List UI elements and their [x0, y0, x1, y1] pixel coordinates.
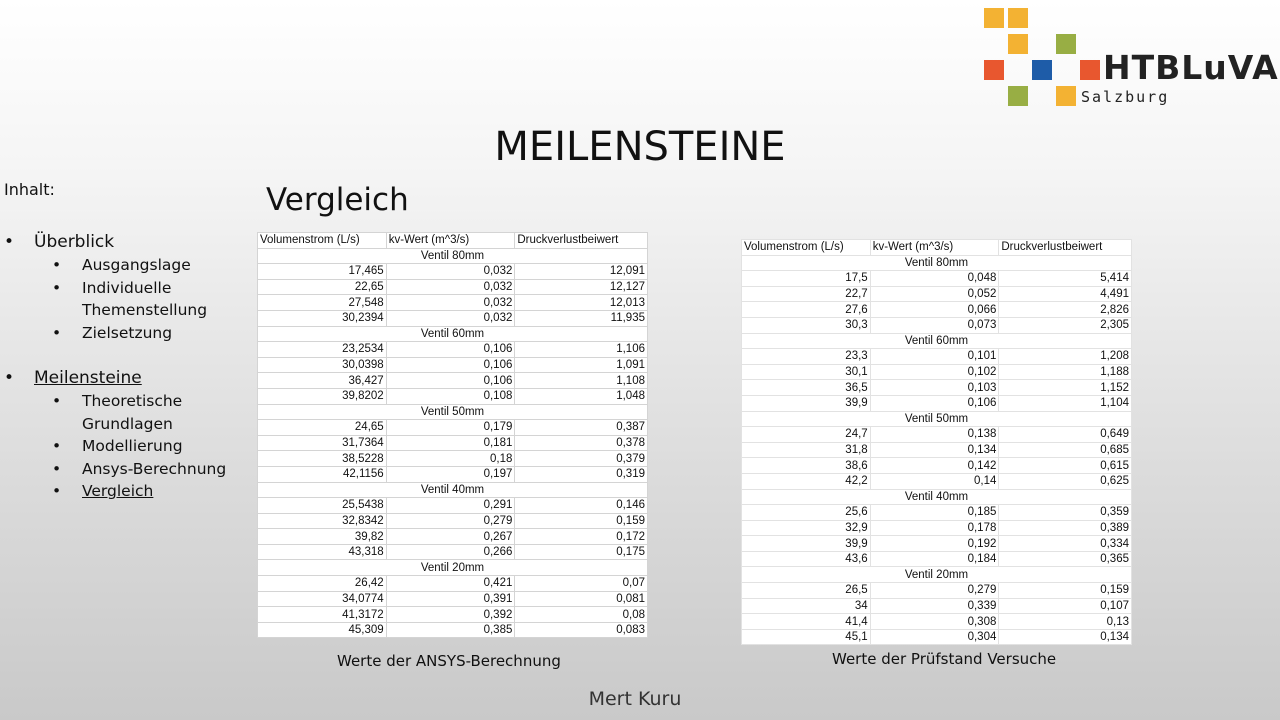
table-cell: 0,134	[999, 629, 1132, 645]
table-cell: 0,106	[386, 373, 515, 389]
table-row	[258, 342, 648, 358]
slide-title: MEILENSTEINE	[494, 124, 786, 170]
table-cell: 0,197	[386, 466, 515, 482]
table-cell: 0,178	[870, 520, 999, 536]
table-cell: 0,138	[870, 427, 999, 443]
logo-square	[984, 60, 1004, 80]
table-cell: 0,103	[870, 380, 999, 396]
table-cell: 0,365	[999, 551, 1132, 567]
table-cell: 0,146	[515, 498, 648, 514]
table-cell: 32,9	[742, 520, 871, 536]
test-bench-table-caption: Werte der Prüfstand Versuche	[832, 650, 1057, 668]
table-cell: 0,175	[515, 544, 648, 560]
table-cell: 31,7364	[258, 435, 387, 451]
table-cell: 0,391	[386, 591, 515, 607]
column-header: kv-Wert (m^3/s)	[386, 233, 515, 249]
table-row	[742, 395, 1132, 411]
toc-section-label: Überblick	[34, 232, 115, 252]
column-header: kv-Wert (m^3/s)	[870, 240, 999, 256]
group-label: Ventil 50mm	[258, 404, 648, 420]
table-cell: 5,414	[999, 271, 1132, 287]
logo-square	[1080, 60, 1100, 80]
group-label: Ventil 80mm	[258, 248, 648, 264]
group-row	[742, 489, 1132, 505]
table-row	[258, 373, 648, 389]
table-cell: 24,65	[258, 420, 387, 436]
group-row	[258, 248, 648, 264]
table-cell: 0,032	[386, 295, 515, 311]
toc-item[interactable]	[4, 277, 232, 322]
table-row	[742, 380, 1132, 396]
table-cell: 0,181	[386, 435, 515, 451]
table-cell: 0,066	[870, 302, 999, 318]
group-label: Ventil 20mm	[258, 560, 648, 576]
toc-heading: Inhalt:	[4, 180, 55, 199]
table-cell: 0,279	[386, 513, 515, 529]
table-cell: 0,389	[999, 520, 1132, 536]
table-cell: 0,267	[386, 529, 515, 545]
table-cell: 43,318	[258, 544, 387, 560]
table-cell: 0,052	[870, 286, 999, 302]
toc-item-label: Ausgangslage	[82, 256, 191, 274]
table-cell: 2,305	[999, 317, 1132, 333]
table-header-row	[258, 233, 648, 249]
table-cell: 39,8202	[258, 388, 387, 404]
logo-square	[1056, 86, 1076, 106]
table-cell: 0,106	[386, 342, 515, 358]
table-row	[742, 458, 1132, 474]
table-row	[258, 607, 648, 623]
logo-name: HTBLuVA	[1103, 48, 1279, 87]
table-cell: 30,0398	[258, 357, 387, 373]
table-row	[742, 520, 1132, 536]
table-cell: 1,091	[515, 357, 648, 373]
toc-item-label: Modellierung	[82, 437, 183, 455]
logo-square	[1008, 86, 1028, 106]
group-label: Ventil 60mm	[258, 326, 648, 342]
table-cell: 0,339	[870, 598, 999, 614]
table-cell: 1,152	[999, 380, 1132, 396]
table-cell: 0,08	[515, 607, 648, 623]
table-cell: 41,4	[742, 614, 871, 630]
table-cell: 0,185	[870, 505, 999, 521]
table-cell: 0,378	[515, 435, 648, 451]
table-row	[258, 357, 648, 373]
table-row	[742, 473, 1132, 489]
table-row	[258, 576, 648, 592]
table-cell: 0,159	[999, 583, 1132, 599]
table-row	[258, 420, 648, 436]
table-cell: 30,3	[742, 317, 871, 333]
table-cell: 1,104	[999, 395, 1132, 411]
table-cell: 12,127	[515, 279, 648, 295]
toc-spacer	[4, 344, 232, 366]
table-cell: 0,159	[515, 513, 648, 529]
table-cell: 0,07	[515, 576, 648, 592]
table-cell: 30,2394	[258, 310, 387, 326]
table-cell: 0,392	[386, 607, 515, 623]
toc-section[interactable]	[4, 366, 232, 390]
table-row	[258, 310, 648, 326]
table-cell: 0,308	[870, 614, 999, 630]
table-row	[742, 364, 1132, 380]
table-row	[258, 591, 648, 607]
group-label: Ventil 50mm	[742, 411, 1132, 427]
column-header: Druckverlustbeiwert	[999, 240, 1132, 256]
column-header: Volumenstrom (L/s)	[258, 233, 387, 249]
table-cell: 0,14	[870, 473, 999, 489]
table-cell: 0,184	[870, 551, 999, 567]
table-cell: 25,6	[742, 505, 871, 521]
table-row	[258, 295, 648, 311]
table-cell: 42,2	[742, 473, 871, 489]
table-row	[742, 536, 1132, 552]
table-cell: 24,7	[742, 427, 871, 443]
column-header: Druckverlustbeiwert	[515, 233, 648, 249]
table-cell: 0,387	[515, 420, 648, 436]
table-header-row	[742, 240, 1132, 256]
table-cell: 17,5	[742, 271, 871, 287]
table-cell: 1,188	[999, 364, 1132, 380]
table-cell: 27,6	[742, 302, 871, 318]
table-cell: 1,108	[515, 373, 648, 389]
table-cell: 32,8342	[258, 513, 387, 529]
table-cell: 42,1156	[258, 466, 387, 482]
table-cell: 23,3	[742, 349, 871, 365]
table-row	[742, 598, 1132, 614]
table-cell: 0,073	[870, 317, 999, 333]
table-cell: 30,1	[742, 364, 871, 380]
table-cell: 0,18	[386, 451, 515, 467]
toc-section[interactable]	[4, 230, 232, 254]
table-cell: 0,032	[386, 264, 515, 280]
table-cell: 39,9	[742, 536, 871, 552]
logo-subtitle: Salzburg	[1081, 88, 1170, 106]
table-cell: 41,3172	[258, 607, 387, 623]
toc-section-label: Meilensteine	[34, 368, 142, 388]
table-row	[258, 388, 648, 404]
table-cell: 39,9	[742, 395, 871, 411]
toc-item-label: Ansys-Berechnung	[82, 459, 227, 478]
table-cell: 23,2534	[258, 342, 387, 358]
toc-item-label: Zielsetzung	[82, 323, 173, 342]
group-row	[258, 404, 648, 420]
table-row	[258, 622, 648, 638]
table-cell: 12,013	[515, 295, 648, 311]
table-row	[742, 614, 1132, 630]
toc-item[interactable]	[4, 480, 232, 503]
table-cell: 0,192	[870, 536, 999, 552]
table-cell: 0,266	[386, 544, 515, 560]
table-cell: 0,304	[870, 629, 999, 645]
logo-square	[1032, 60, 1052, 80]
table-row	[742, 302, 1132, 318]
table-cell: 0,048	[870, 271, 999, 287]
table-row	[258, 529, 648, 545]
logo-square	[1008, 34, 1028, 54]
table-cell: 0,319	[515, 466, 648, 482]
table-row	[742, 551, 1132, 567]
group-label: Ventil 40mm	[258, 482, 648, 498]
logo-square	[1008, 8, 1028, 28]
table-row	[742, 427, 1132, 443]
table-cell: 0,142	[870, 458, 999, 474]
table-cell: 1,048	[515, 388, 648, 404]
table-cell: 0,13	[999, 614, 1132, 630]
slide-subtitle: Vergleich	[266, 182, 409, 218]
table-cell: 34,0774	[258, 591, 387, 607]
table-cell: 17,465	[258, 264, 387, 280]
table-cell: 0,106	[870, 395, 999, 411]
table-cell: 0,134	[870, 442, 999, 458]
logo-square	[984, 8, 1004, 28]
table-row	[258, 435, 648, 451]
table-cell: 0,685	[999, 442, 1132, 458]
group-row	[742, 567, 1132, 583]
table-row	[742, 629, 1132, 645]
table-row	[258, 466, 648, 482]
table-cell: 1,208	[999, 349, 1132, 365]
table-cell: 0,179	[386, 420, 515, 436]
table-cell: 0,083	[515, 622, 648, 638]
toc-item[interactable]	[4, 458, 232, 481]
table-row	[742, 286, 1132, 302]
table-of-contents	[4, 230, 232, 503]
group-row	[258, 326, 648, 342]
group-label: Ventil 60mm	[742, 333, 1132, 349]
column-header: Volumenstrom (L/s)	[742, 240, 871, 256]
table-row	[258, 451, 648, 467]
table-cell: 0,172	[515, 529, 648, 545]
logo-square	[1056, 34, 1076, 54]
table-cell: 0,379	[515, 451, 648, 467]
ansys-results-table	[257, 232, 648, 638]
test-bench-results-table	[741, 239, 1132, 645]
table-row	[742, 271, 1132, 287]
table-cell: 2,826	[999, 302, 1132, 318]
toc-item[interactable]	[4, 322, 232, 345]
table-cell: 45,309	[258, 622, 387, 638]
table-cell: 0,649	[999, 427, 1132, 443]
table-cell: 36,5	[742, 380, 871, 396]
table-cell: 0,032	[386, 279, 515, 295]
table-cell: 0,615	[999, 458, 1132, 474]
table-cell: 0,102	[870, 364, 999, 380]
table-cell: 26,5	[742, 583, 871, 599]
group-row	[258, 560, 648, 576]
table-row	[742, 442, 1132, 458]
table-cell: 0,334	[999, 536, 1132, 552]
table-cell: 0,279	[870, 583, 999, 599]
table-cell: 0,032	[386, 310, 515, 326]
group-label: Ventil 80mm	[742, 255, 1132, 271]
toc-item[interactable]	[4, 254, 232, 277]
table-cell: 0,625	[999, 473, 1132, 489]
table-cell: 11,935	[515, 310, 648, 326]
table-cell: 0,359	[999, 505, 1132, 521]
toc-item-label: Individuelle Themenstellung	[82, 278, 208, 319]
table-cell: 4,491	[999, 286, 1132, 302]
toc-item[interactable]	[4, 435, 232, 458]
table-row	[258, 513, 648, 529]
table-cell: 0,421	[386, 576, 515, 592]
group-row	[742, 411, 1132, 427]
school-logo	[983, 8, 1280, 110]
table-cell: 38,6	[742, 458, 871, 474]
toc-item-label: Theoretische Grundlagen	[82, 392, 183, 433]
group-row	[742, 255, 1132, 271]
table-cell: 0,106	[386, 357, 515, 373]
table-cell: 38,5228	[258, 451, 387, 467]
table-cell: 34	[742, 598, 871, 614]
table-cell: 26,42	[258, 576, 387, 592]
table-row	[258, 279, 648, 295]
table-row	[742, 349, 1132, 365]
table-row	[742, 317, 1132, 333]
toc-item[interactable]	[4, 390, 232, 435]
toc-item-label: Vergleich	[82, 482, 154, 500]
table-cell: 22,65	[258, 279, 387, 295]
table-cell: 0,291	[386, 498, 515, 514]
table-row	[258, 544, 648, 560]
table-cell: 0,101	[870, 349, 999, 365]
group-label: Ventil 20mm	[742, 567, 1132, 583]
table-cell: 27,548	[258, 295, 387, 311]
group-row	[258, 482, 648, 498]
table-row	[742, 505, 1132, 521]
group-row	[742, 333, 1132, 349]
table-cell: 1,106	[515, 342, 648, 358]
table-row	[742, 583, 1132, 599]
table-cell: 39,82	[258, 529, 387, 545]
table-cell: 0,108	[386, 388, 515, 404]
table-cell: 0,385	[386, 622, 515, 638]
table-cell: 36,427	[258, 373, 387, 389]
table-cell: 12,091	[515, 264, 648, 280]
table-cell: 0,081	[515, 591, 648, 607]
table-cell: 45,1	[742, 629, 871, 645]
group-label: Ventil 40mm	[742, 489, 1132, 505]
table-cell: 0,107	[999, 598, 1132, 614]
table-row	[258, 264, 648, 280]
table-row	[258, 498, 648, 514]
table-cell: 31,8	[742, 442, 871, 458]
author-name: Mert Kuru	[588, 688, 682, 710]
table-cell: 43,6	[742, 551, 871, 567]
table-cell: 25,5438	[258, 498, 387, 514]
table-cell: 22,7	[742, 286, 871, 302]
ansys-table-caption: Werte der ANSYS-Berechnung	[337, 652, 561, 670]
